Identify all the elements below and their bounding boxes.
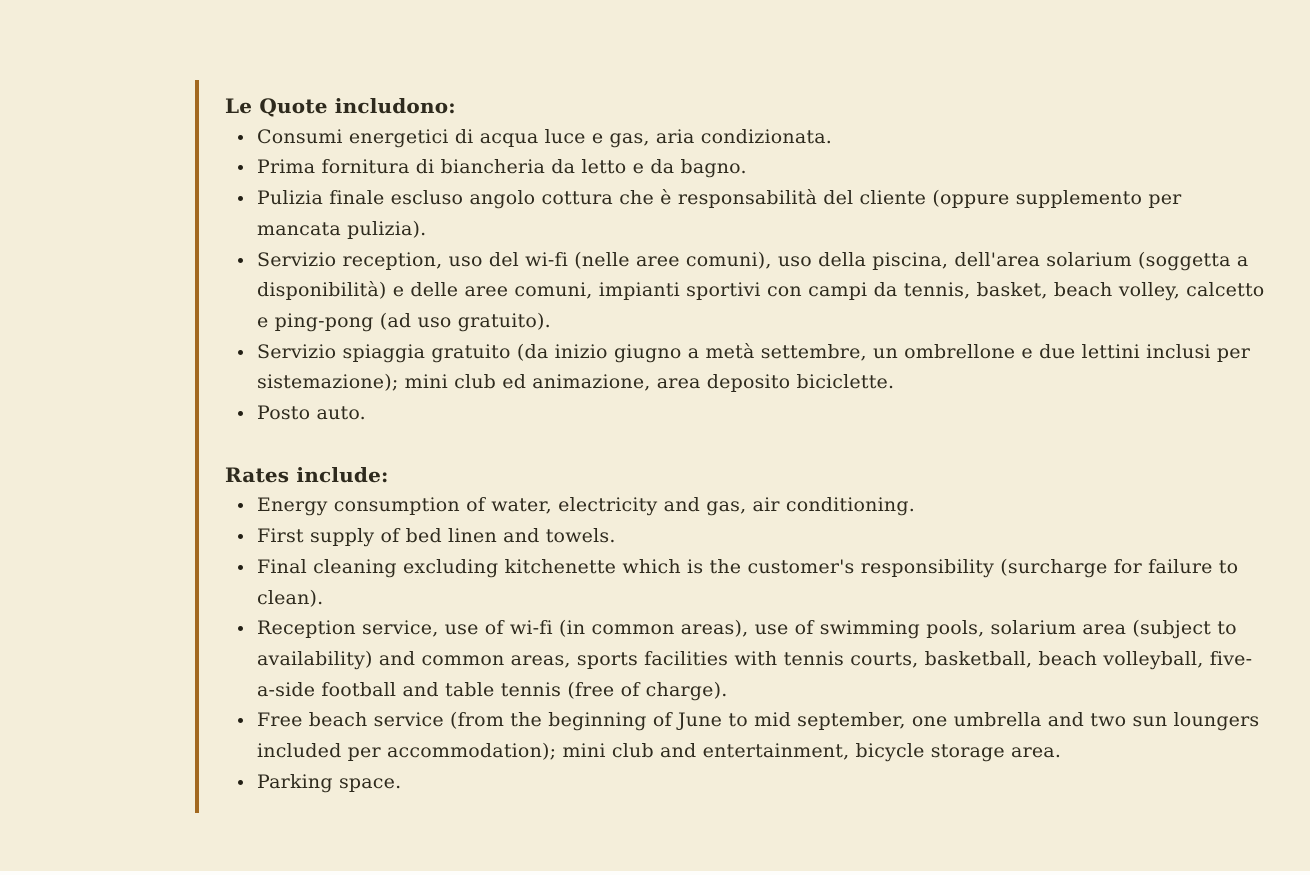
- bullet-item: Servizio spiaggia gratuito (da inizio giugno a metà settembre, un ombrellone e due lettini inclusi per sistemazione); mini club ed animazione, area deposito biciclette.: [257, 337, 1267, 398]
- bullet-item: First supply of bed linen and towels.: [257, 521, 1267, 552]
- bottom-white-strip: [0, 871, 1310, 875]
- bullet-item: Energy consumption of water, electricity and gas, air conditioning.: [257, 490, 1267, 521]
- bullet-item: Final cleaning excluding kitchenette which is the customer's responsibility (surcharge for failure to clean).: [257, 552, 1267, 613]
- bullet-item: Reception service, use of wi-fi (in common areas), use of swimming pools, solarium area (subject to availability) and common areas, sports facilities with tennis courts, basketball, beach volleyball, five-a-side football and table tennis (free of charge).: [257, 613, 1267, 705]
- section-rates-include: [225, 460, 1267, 798]
- section-heading-italian: Le Quote includono:: [225, 94, 456, 118]
- bullet-item: Free beach service (from the beginning of June to mid september, one umbrella and two sun loungers included per accommodation); mini club and entertainment, bicycle storage area.: [257, 705, 1267, 766]
- bullet-item: Consumi energetici di acqua luce e gas, aria condizionata.: [257, 122, 1267, 153]
- bullet-item: Pulizia finale escluso angolo cottura che è responsabilità del cliente (oppure supplemento per mancata pulizia).: [257, 183, 1267, 244]
- bullet-list-english: [225, 490, 1267, 797]
- bullet-item: Prima fornitura di biancheria da letto e da bagno.: [257, 152, 1267, 183]
- bullet-item: Posto auto.: [257, 398, 1267, 429]
- section-quote-includono: [225, 91, 1267, 429]
- left-accent-rule: [195, 80, 199, 813]
- document-content: [225, 91, 1267, 797]
- section-heading-english: Rates include:: [225, 462, 389, 487]
- bullet-list-italian: [225, 122, 1267, 429]
- bullet-item: Parking space.: [257, 767, 1267, 798]
- bullet-item: Servizio reception, uso del wi-fi (nelle aree comuni), uso della piscina, dell'area solarium (soggetta a disponibilità) e delle aree comuni, impianti sportivi con campi da tennis, basket, beach volley, calcetto e ping-pong (ad uso gratuito).: [257, 245, 1267, 337]
